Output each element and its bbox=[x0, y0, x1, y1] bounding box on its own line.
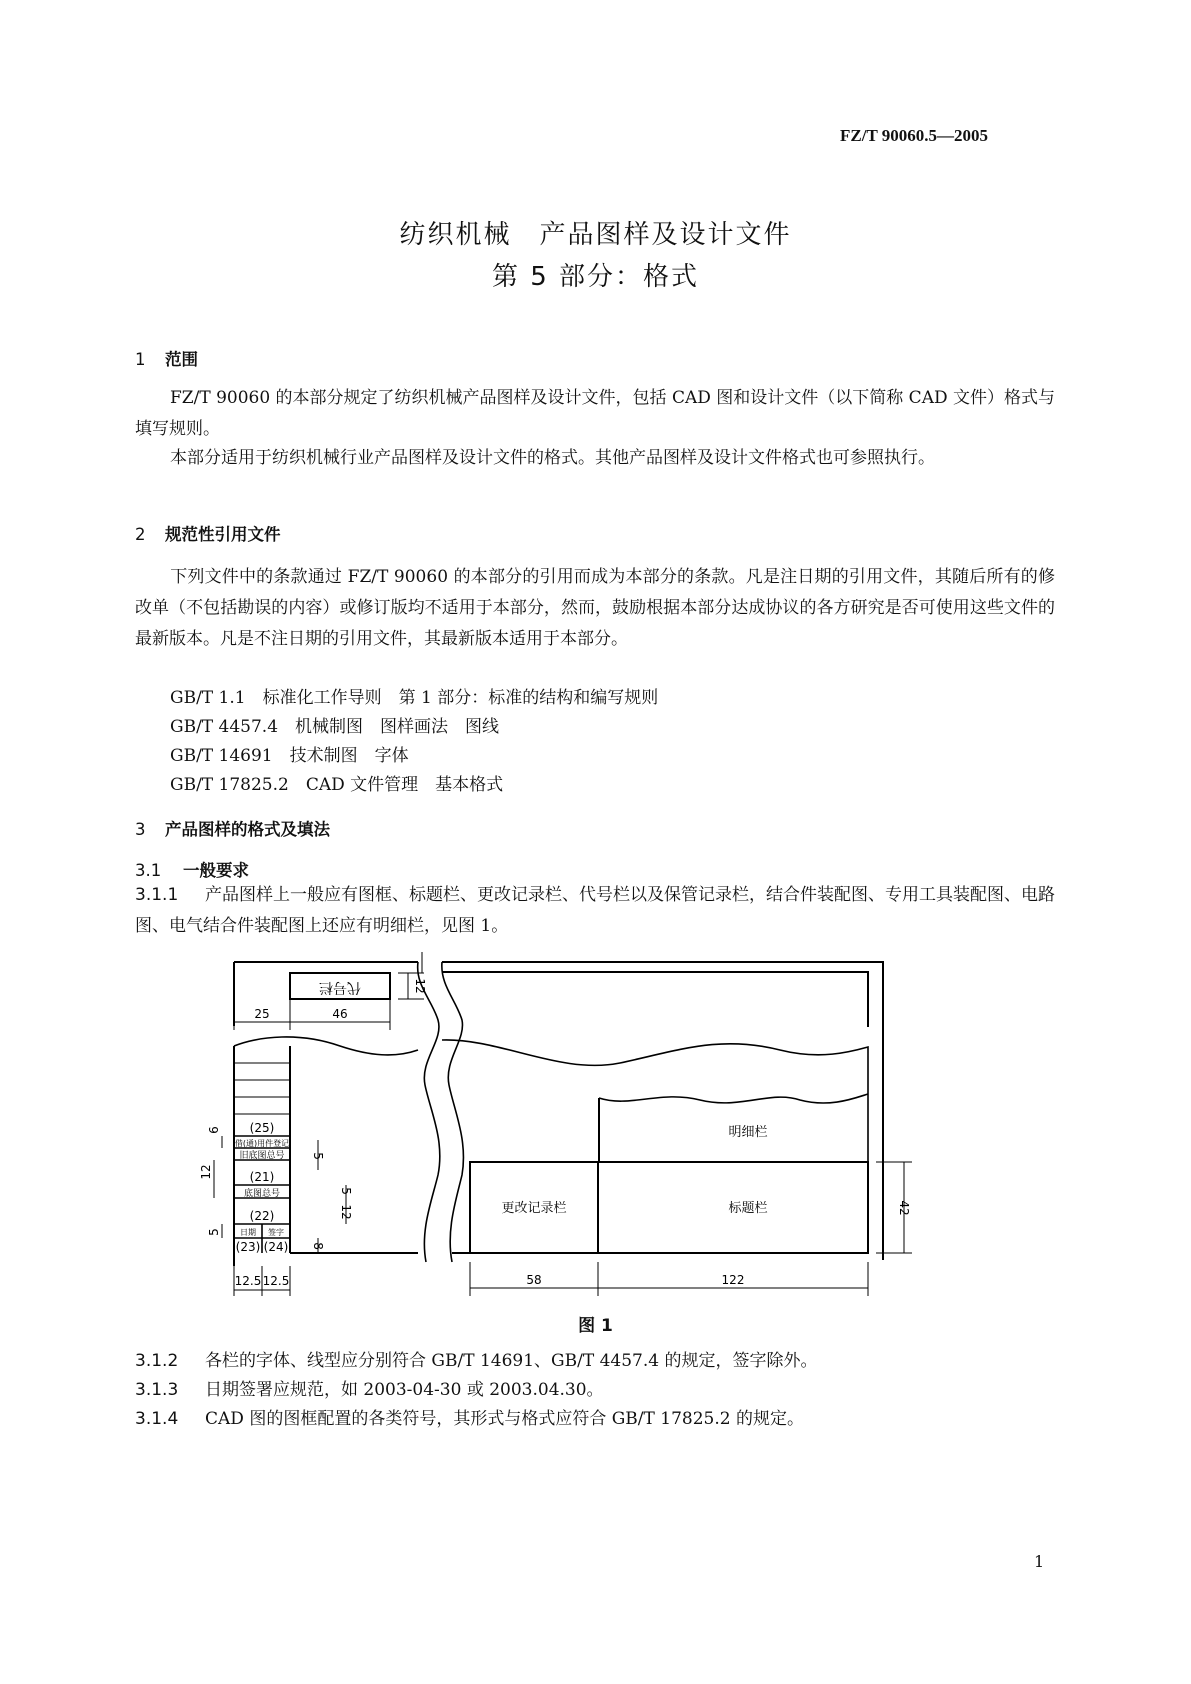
clause-3-1-2: 3.1.2 各栏的字体、线型应分别符合 GB/T 14691、GB/T 4457.4 的规定，签字除外。 bbox=[135, 1351, 818, 1371]
figure-1-drawing-format bbox=[0, 940, 1191, 1310]
section-2-paragraph: 下列文件中的条款通过 FZ/T 90060 的本部分的引用而成为本部分的条款。凡是注日期的引用文件，其随后所有的修改单（不包括勘误的内容）或修订版均不适用于本部分，然而，鼓励根据本部分达成协议的各方研究是否可使用这些文件的最新版本。凡是不注日期的引用文件，其最新版本适用于本部分。 bbox=[135, 567, 1055, 649]
dim-5-a: 5 bbox=[311, 1152, 325, 1160]
dim-12-top: 12 bbox=[413, 978, 427, 994]
document-subtitle: 第 5 部分：格式 bbox=[491, 262, 700, 292]
dim-42: 42 bbox=[897, 1200, 911, 1216]
dim-12-mid: 12 bbox=[339, 1204, 353, 1220]
clause-3-1-4: 3.1.4 CAD 图的图框配置的各类符号，其形式与格式应符合 GB/T 17825.2 的规定。 bbox=[135, 1409, 804, 1429]
section-3-1-heading: 3.1 一般要求 bbox=[135, 861, 249, 880]
borrow-register-label: 借(通)用件登记 bbox=[234, 1139, 290, 1148]
dim-58: 58 bbox=[526, 1273, 542, 1287]
clause-3-1-1: 3.1.1 产品图样上一般应有图框、标题栏、更改记录栏、代号栏以及保管记录栏，结合件装配图、专用工具装配图、电路图、电气结合件装配图上还应有明细栏，见图 1。 bbox=[135, 885, 1055, 936]
reference-item: GB/T 14691 技术制图 字体 bbox=[170, 746, 409, 766]
dim-5-c: 5 bbox=[207, 1228, 221, 1236]
section-3-heading: 3 产品图样的格式及填法 bbox=[135, 820, 330, 839]
code-box-label: 代号栏 bbox=[319, 979, 361, 995]
date-label: 日期 bbox=[240, 1228, 256, 1237]
reference-item: GB/T 4457.4 机械制图 图样画法 图线 bbox=[170, 717, 500, 737]
field-23: (23) bbox=[235, 1240, 261, 1254]
detail-list-label: 明细栏 bbox=[728, 1125, 768, 1140]
section-1-paragraph-1: FZ/T 90060 的本部分规定了纺织机械产品图样及设计文件，包括 CAD 图和设计文件（以下简称 CAD 文件）格式与填写规则。 bbox=[135, 388, 1056, 439]
old-base-number-label: 旧底图总号 bbox=[239, 1151, 285, 1161]
section-2-heading: 2 规范性引用文件 bbox=[135, 525, 281, 544]
dim-12-5-a: 12.5 bbox=[234, 1274, 262, 1288]
dim-12-left: 12 bbox=[199, 1164, 213, 1180]
title-block-label: 标题栏 bbox=[728, 1201, 768, 1216]
base-number-label: 底图总号 bbox=[243, 1189, 281, 1199]
dim-46: 46 bbox=[332, 1007, 348, 1021]
reference-item: GB/T 1.1 标准化工作导则 第 1 部分：标准的结构和编写规则 bbox=[170, 688, 659, 708]
field-24: (24) bbox=[263, 1240, 289, 1254]
figure-1-caption: 图 1 bbox=[578, 1316, 613, 1336]
document-title: 纺织机械 产品图样及设计文件 bbox=[399, 220, 792, 250]
sign-label: 签字 bbox=[268, 1228, 284, 1237]
change-record-label: 更改记录栏 bbox=[501, 1201, 567, 1216]
dim-6: 6 bbox=[207, 1126, 221, 1134]
dim-5-b: 5 bbox=[339, 1187, 353, 1195]
field-21: (21) bbox=[249, 1170, 275, 1184]
section-1-paragraph-2: 本部分适用于纺织机械行业产品图样及设计文件的格式。其他产品图样及设计文件格式也可参照执行。 bbox=[170, 448, 935, 468]
clause-3-1-3: 3.1.3 日期签署应规范，如 2003-04-30 或 2003.04.30。 bbox=[135, 1380, 604, 1400]
dim-25: 25 bbox=[254, 1007, 270, 1021]
field-25: (25) bbox=[249, 1121, 275, 1135]
standard-number: FZ/T 90060.5—2005 bbox=[840, 126, 988, 145]
dim-122: 122 bbox=[721, 1273, 745, 1287]
field-22: (22) bbox=[249, 1209, 275, 1223]
page-number: 1 bbox=[1034, 1552, 1045, 1571]
dim-8: 8 bbox=[311, 1242, 325, 1250]
section-1-heading: 1 范围 bbox=[135, 350, 198, 369]
dim-12-5-b: 12.5 bbox=[262, 1274, 290, 1288]
reference-item: GB/T 17825.2 CAD 文件管理 基本格式 bbox=[170, 775, 504, 795]
